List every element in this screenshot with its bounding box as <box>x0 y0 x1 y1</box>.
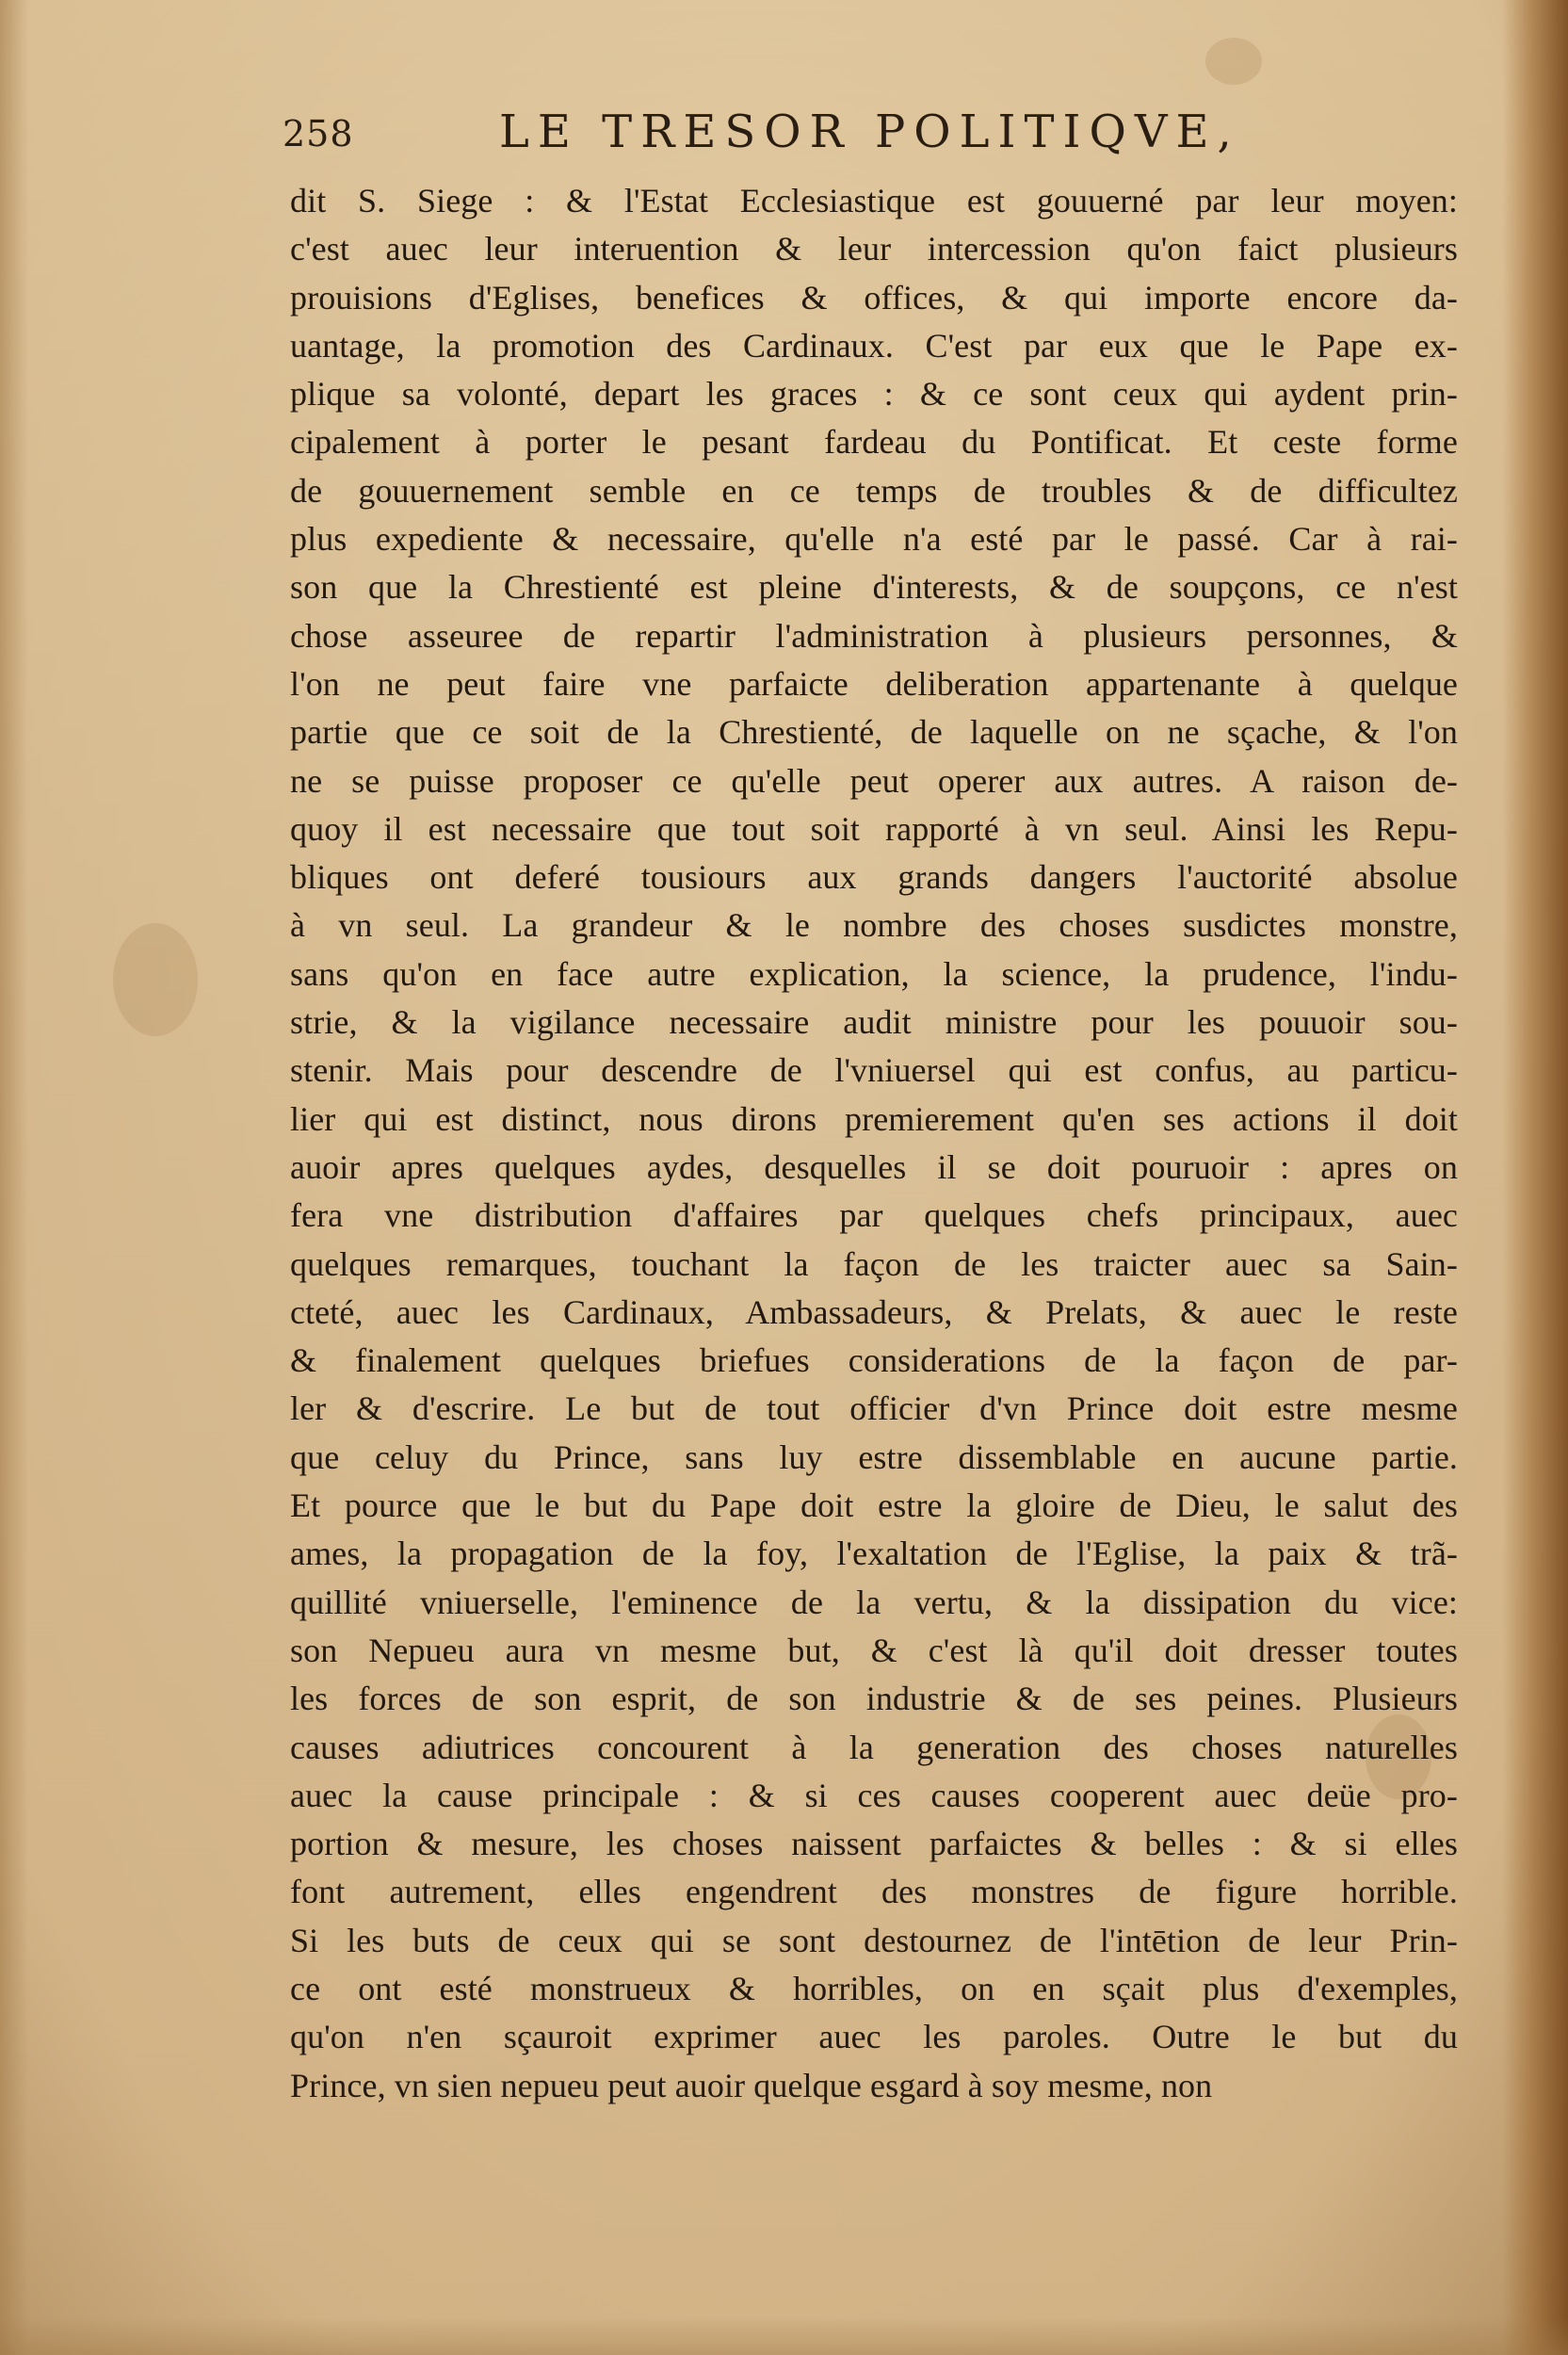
text-line: auoir apres quelques aydes, desquelles il se doit pouruoir : apres on <box>290 1147 1458 1186</box>
text-line: cteté, auec les Cardinaux, Ambassadeurs, & Prelats, & auec le reste <box>290 1292 1458 1331</box>
text-line: Si les buts de ceux qui se sont destournez de l'intētion de leur Prin- <box>290 1921 1458 1959</box>
text-line: l'on ne peut faire vne parfaicte deliberation appartenante à quelque <box>290 664 1458 703</box>
text-line: ames, la propagation de la foy, l'exaltation de l'Eglise, la paix & trã- <box>290 1535 1458 1573</box>
page-header <box>283 106 1469 162</box>
text-line: bliques ont deferé tousiours aux grands dangers l'auctorité absolue <box>290 858 1458 897</box>
text-line: Et pource que le but du Pape doit estre la gloire de Dieu, le salut des <box>290 1486 1458 1525</box>
text-line: strie, & la vigilance necessaire audit ministre pour les pouuoir sou- <box>290 1003 1458 1042</box>
text-line: & finalement quelques briefues considerations de la façon de par- <box>290 1341 1458 1380</box>
text-line: partie que ce soit de la Chrestienté, de laquelle on ne sçache, & l'on <box>290 713 1458 752</box>
text-line: à vn seul. La grandeur & le nombre des choses susdictes monstre, <box>290 906 1458 945</box>
text-line: ne se puisse proposer ce qu'elle peut operer aux autres. A raison de- <box>290 761 1458 800</box>
text-line: son que la Chrestienté est pleine d'interests, & de soupçons, ce n'est <box>290 568 1458 607</box>
text-line: auec la cause principale : & si ces causes cooperent auec deüe pro- <box>290 1776 1458 1814</box>
paper-stain <box>113 923 198 1036</box>
text-line: lier qui est distinct, nous dirons premierement qu'en ses actions il doit <box>290 1099 1458 1138</box>
text-line: qu'on n'en sçauroit exprimer auec les paroles. Outre le but du <box>290 2018 1458 2056</box>
paper-stain <box>1205 38 1262 85</box>
text-line: quelques remarques, touchant la façon de les traicter auec sa Sain- <box>290 1244 1458 1283</box>
text-line: les forces de son esprit, de son industrie & de ses peines. Plusieurs <box>290 1680 1458 1718</box>
text-line: de gouuernement semble en ce temps de troubles & de difficultez <box>290 471 1458 510</box>
text-line: c'est auec leur interuention & leur intercession qu'on faict plusieurs <box>290 230 1458 268</box>
text-line: ler & d'escrire. Le but de tout officier d'vn Prince doit estre mesme <box>290 1389 1458 1428</box>
text-line: portion & mesure, les choses naissent parfaictes & belles : & si elles <box>290 1825 1458 1863</box>
text-line: dit S. Siege : & l'Estat Ecclesiastique est gouuerné par leur moyen: <box>290 182 1458 219</box>
text-line: que celuy du Prince, sans luy estre dissemblable en aucune partie. <box>290 1437 1458 1476</box>
text-line: cipalement à porter le pesant fardeau du Pontificat. Et ceste forme <box>290 423 1458 462</box>
page-bottom-edge <box>0 2317 1568 2355</box>
text-line: fera vne distribution d'affaires par quelques chefs principaux, auec <box>290 1196 1458 1235</box>
text-line: plique sa volonté, depart les graces : & ce sont ceux qui aydent prin- <box>290 375 1458 414</box>
page-number: 258 <box>283 113 354 154</box>
text-line: uantage, la promotion des Cardinaux. C'est par eux que le Pape ex- <box>290 326 1458 365</box>
text-line: prouisions d'Eglises, benefices & offices, & qui importe encore da- <box>290 278 1458 317</box>
text-line: stenir. Mais pour descendre de l'vniuersel qui est confus, au particu- <box>290 1051 1458 1090</box>
text-line: Prince, vn sien nepueu peut auoir quelque esgard à soy mesme, non <box>290 2066 1213 2104</box>
text-line: plus expediente & necessaire, qu'elle n'a esté par le passé. Car à rai- <box>290 520 1458 559</box>
text-line: ce ont esté monstrueux & horribles, on en sçait plus d'exemples, <box>290 1969 1458 2007</box>
running-title: LE TRESOR POLITIQVE, <box>499 106 1240 158</box>
text-line: quillité vniuerselle, l'eminence de la vertu, & la dissipation du vice: <box>290 1583 1458 1621</box>
page-spine-shadow <box>1502 0 1568 2355</box>
text-line: chose asseuree de repartir l'administration à plusieurs personnes, & <box>290 616 1458 655</box>
text-line: causes adiutrices concourent à la generation des choses naturelles <box>290 1728 1458 1766</box>
text-line: quoy il est necessaire que tout soit rapporté à vn seul. Ainsi les Repu- <box>290 809 1458 848</box>
text-line: son Nepueu aura vn mesme but, & c'est là qu'il doit dresser toutes <box>290 1631 1458 1669</box>
text-line: font autrement, elles engendrent des monstres de figure horrible. <box>290 1873 1458 1911</box>
page-left-edge <box>0 0 28 2355</box>
text-line: sans qu'on en face autre explication, la science, la prudence, l'indu- <box>290 954 1458 993</box>
body-text <box>290 177 1458 2110</box>
